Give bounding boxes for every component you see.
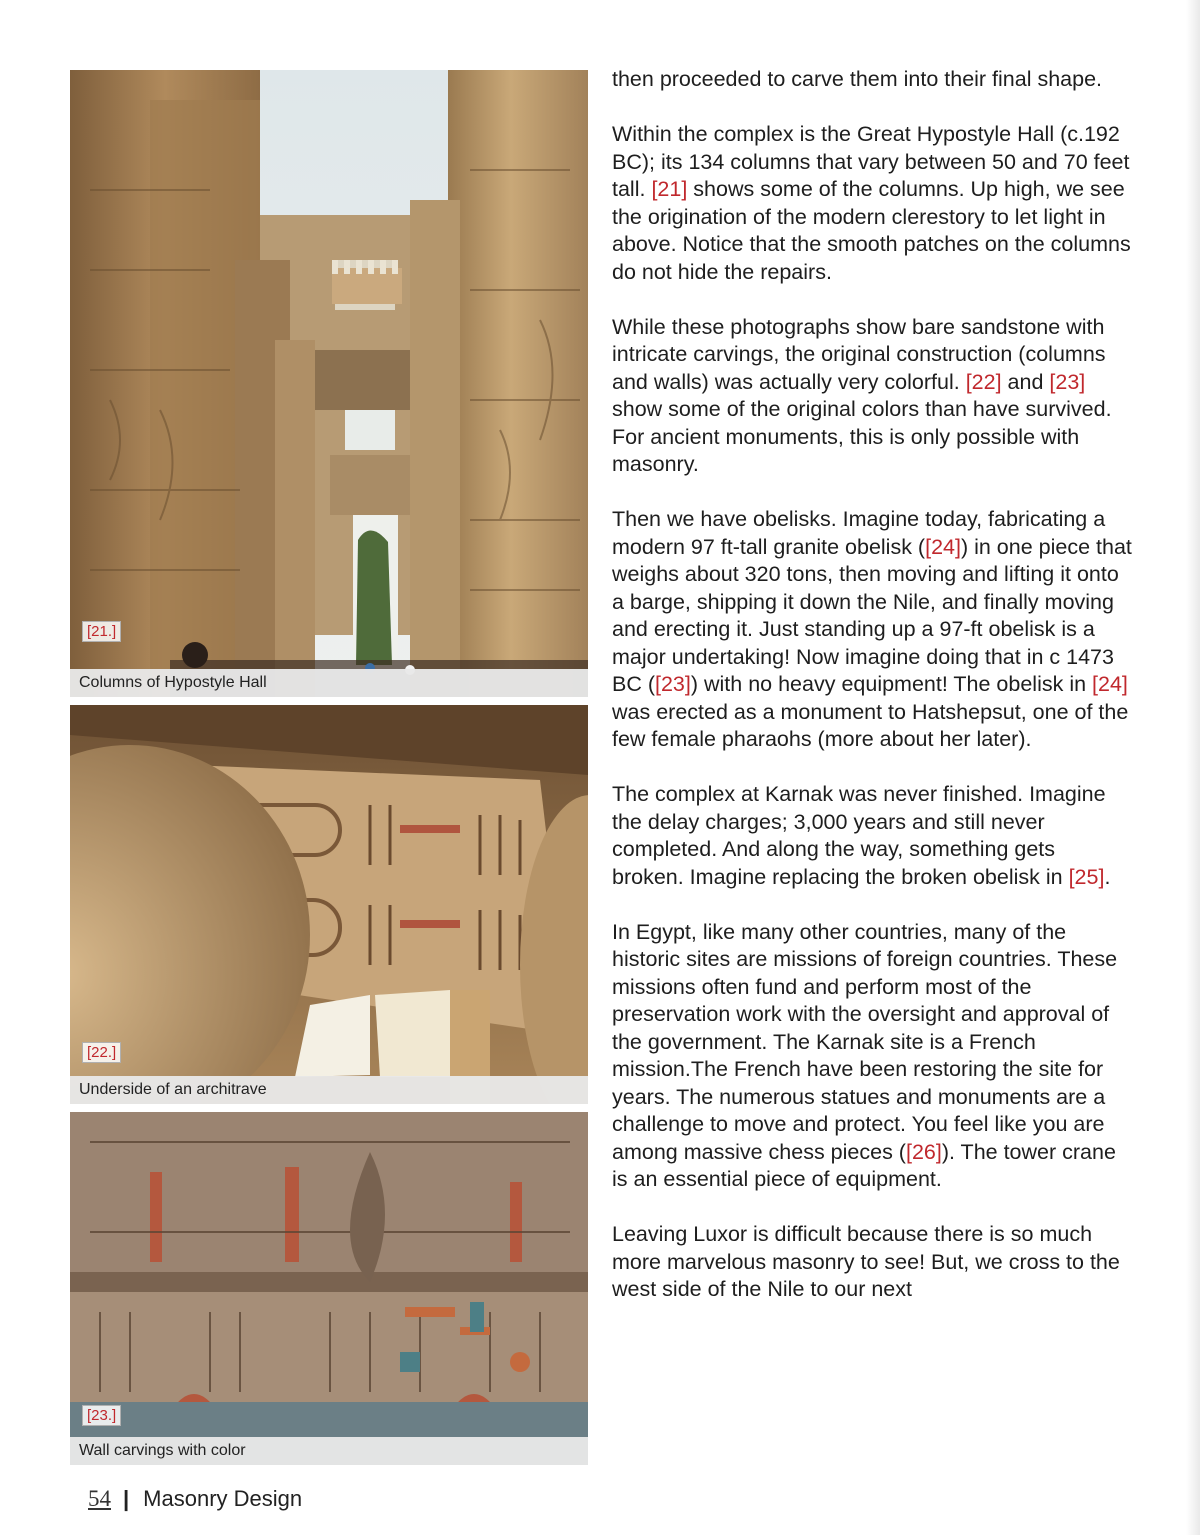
figure-21-photo xyxy=(70,70,588,697)
wall-carvings-image xyxy=(70,1112,588,1465)
body-paragraph xyxy=(612,919,1132,1194)
figure-reference-link[interactable]: [22] xyxy=(965,369,1002,394)
body-text: shows some of the columns. Up high, we see the origination of the modern clerestory to let light in above. Notice that the smooth patches on the columns do not hide the repairs. xyxy=(612,177,1131,284)
body-text: ). The tower crane is an essential piece of equipment. xyxy=(612,1139,1116,1191)
body-text: was erected as a monument to Hatshepsut, one of the few female pharaohs (more about her later). xyxy=(612,699,1129,751)
figure-ref-tag: [23.] xyxy=(82,1405,121,1426)
body-text: ) in one piece that weighs about 320 tons, then moving and lifting it onto a barge, shipping it down the Nile, and finally moving and erecting it. Just standing up a 97-ft obelisk is a major undertaking! Now imagine doing that in c 1473 BC ( xyxy=(612,534,1132,696)
architrave-underside-image xyxy=(70,705,588,1104)
figure-reference-link[interactable]: [24] xyxy=(925,534,961,559)
page-edge-shadow xyxy=(1186,0,1200,1535)
body-text: In Egypt, like many other countries, many of the historic sites are missions of foreign countries. These missions often fund and perform most of the preservation work with the oversight and approval of the government. The Karnak site is a French mission.The French have been restoring the site for years. The numerous statues and monuments are a challenge to move and protect. You feel like you are among massive chess pieces ( xyxy=(612,919,1118,1164)
body-paragraph xyxy=(612,66,1132,94)
figure-reference-link[interactable]: [23] xyxy=(1049,369,1086,394)
body-text: ) with no heavy equipment! The obelisk in xyxy=(690,672,1093,696)
hypostyle-columns-image xyxy=(70,70,588,697)
figure-caption: Wall carvings with color xyxy=(70,1437,588,1465)
article-body xyxy=(612,66,1132,1331)
body-paragraph xyxy=(612,781,1132,891)
body-text: Then we have obelisks. Imagine today, fabricating a modern 97 ft-tall granite obelisk ( xyxy=(612,507,1106,559)
page-footer xyxy=(88,1484,302,1514)
body-text: then proceeded to carve them into their final shape. xyxy=(612,67,1103,91)
figure-caption: Columns of Hypostyle Hall xyxy=(70,669,588,697)
body-text: and xyxy=(1001,369,1050,394)
body-paragraph xyxy=(612,506,1132,754)
figure-22-photo xyxy=(70,705,588,1104)
body-paragraph xyxy=(612,121,1132,286)
figure-reference-link[interactable]: [21] xyxy=(651,177,688,201)
body-text: While these photographs show bare sandstone with intricate carvings, the original construction (columns and walls) was actually very colorful. xyxy=(612,314,1106,394)
body-text: . xyxy=(1104,864,1111,889)
figure-23-photo xyxy=(70,1112,588,1465)
body-text: Within the complex is the Great Hypostyle Hall (c.192 BC); its 134 columns that vary between 50 and 70 feet tall. xyxy=(612,122,1130,201)
figure-reference-link[interactable]: [24] xyxy=(1092,672,1128,696)
publication-title: Masonry Design xyxy=(143,1486,303,1511)
page-number: 54 xyxy=(88,1486,111,1511)
footer-separator: | xyxy=(123,1486,130,1511)
figure-ref-tag: [22.] xyxy=(82,1042,121,1063)
figure-caption: Underside of an architrave xyxy=(70,1076,588,1104)
body-text: Leaving Luxor is difficult because there is so much more marvelous masonry to see! But, we cross to the west side of the Nile to our next xyxy=(612,1222,1120,1301)
figure-reference-link[interactable]: [23] xyxy=(655,672,691,696)
figure-reference-link[interactable]: [25] xyxy=(1068,864,1105,889)
body-paragraph xyxy=(612,314,1132,479)
figure-ref-tag: [21.] xyxy=(82,621,121,642)
body-text: The complex at Karnak was never finished. Imagine the delay charges; 3,000 years and still never completed. And along the way, something gets broken. Imagine replacing the broken obelisk in xyxy=(612,782,1106,889)
figure-reference-link[interactable]: [26] xyxy=(905,1139,942,1164)
body-paragraph xyxy=(612,1221,1132,1304)
body-text: show some of the original colors than have survived. For ancient monuments, this is only possible with masonry. xyxy=(612,397,1112,476)
